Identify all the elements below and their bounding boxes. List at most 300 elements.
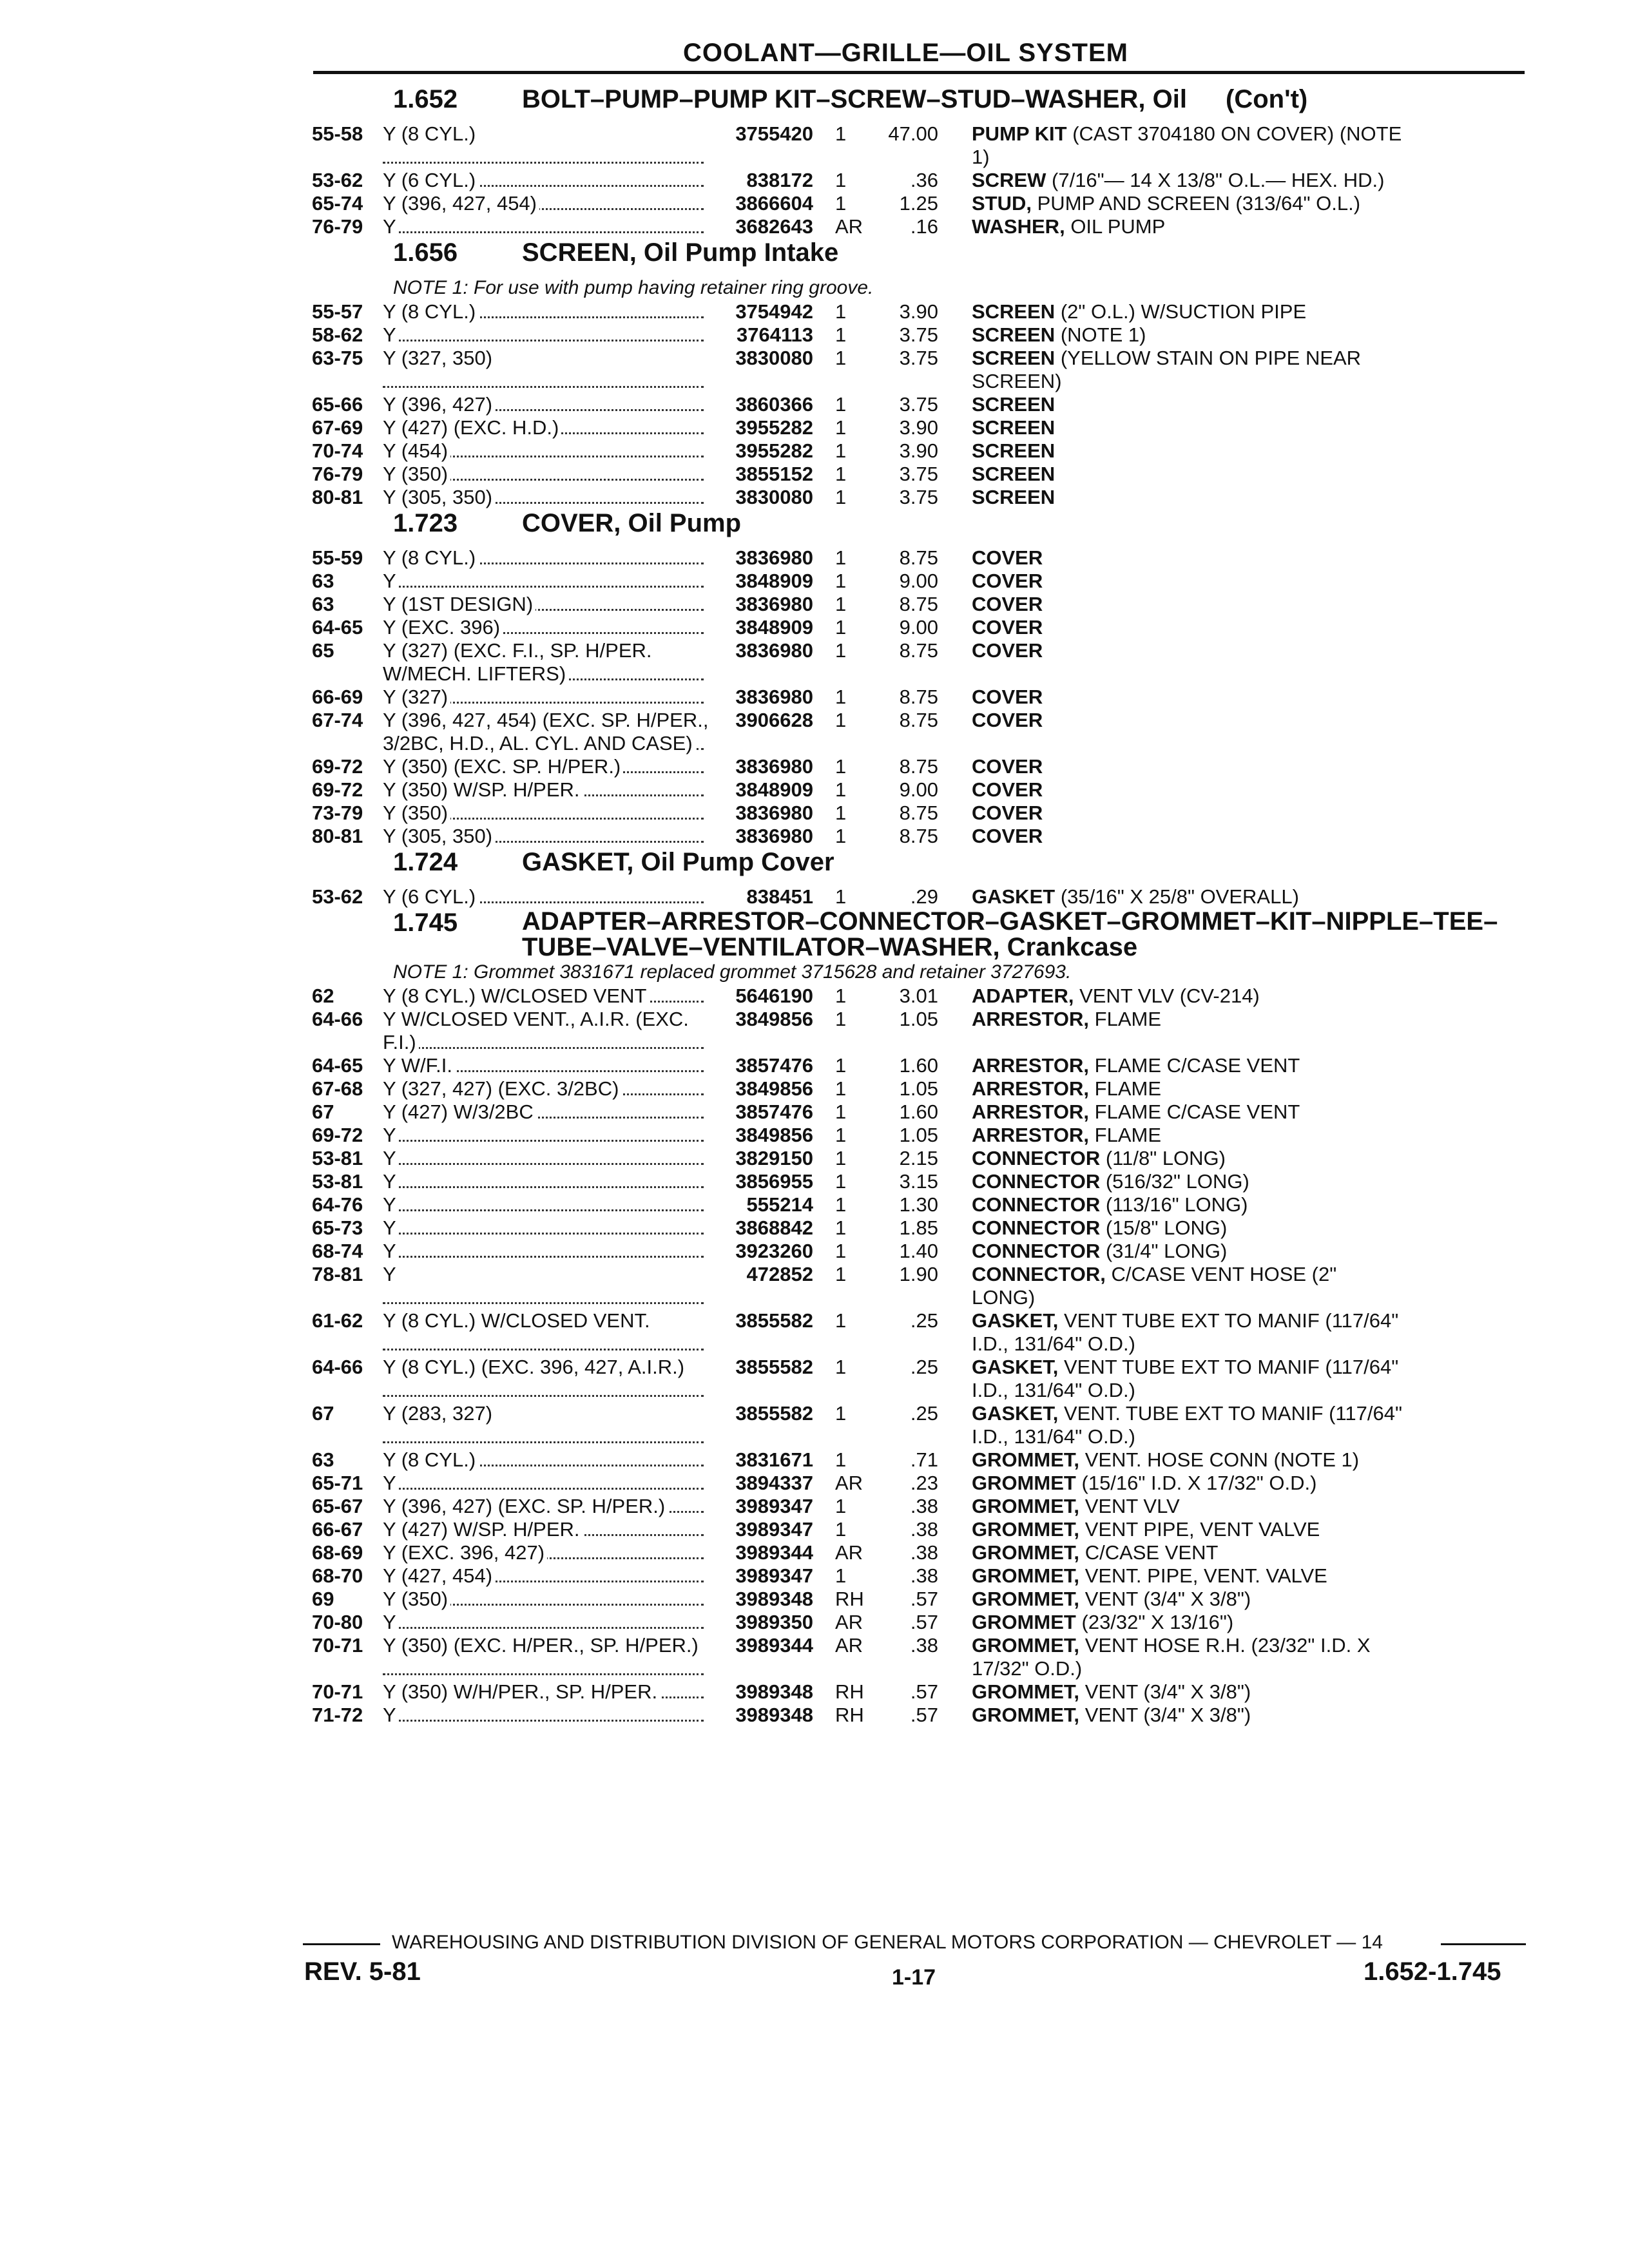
application-cell — [383, 323, 710, 347]
quantity: 1 — [835, 463, 847, 485]
application-cell — [383, 1147, 710, 1170]
quantity: 1 — [835, 347, 847, 369]
list-price: 3.90 — [899, 416, 938, 439]
list-price: 8.75 — [899, 686, 938, 708]
part-detail: FLAME — [1094, 1008, 1161, 1030]
part-detail: (516/32" LONG) — [1105, 1170, 1249, 1193]
model-years: 68-69 — [312, 1541, 363, 1564]
part-row — [312, 755, 1530, 778]
application-cell — [383, 393, 710, 416]
application-text: Y (427) W/SP. H/PER. — [383, 1518, 583, 1541]
revision-label: REV. 5-81 — [304, 1957, 421, 1986]
application-cell — [383, 1008, 710, 1054]
part-name: GROMMET, — [972, 1541, 1080, 1564]
application-text: Y (8 CYL.) — [383, 546, 478, 569]
part-number: 3836980 — [735, 639, 813, 662]
application-text: Y — [383, 1263, 399, 1285]
application-cell — [383, 1263, 710, 1309]
part-row — [312, 1541, 1530, 1564]
model-years: 67-69 — [312, 416, 363, 439]
application-text: Y (427) (EXC. H.D.) — [383, 416, 561, 439]
part-number: 3989347 — [735, 1518, 813, 1541]
part-name: COVER — [972, 686, 1043, 708]
model-years: 62 — [312, 985, 334, 1007]
part-number: 3906628 — [735, 709, 813, 731]
part-row — [312, 1147, 1530, 1170]
part-name: COVER — [972, 778, 1043, 801]
part-name: SCREEN — [972, 416, 1055, 439]
list-price: .38 — [910, 1495, 938, 1517]
application-text: Y (EXC. 396, 427) — [383, 1541, 547, 1564]
part-description — [938, 1611, 1402, 1634]
application-cell — [383, 593, 710, 616]
part-description — [938, 439, 1402, 463]
part-number: 3754942 — [735, 300, 813, 323]
application-cell — [383, 1216, 710, 1240]
model-years: 65-67 — [312, 1495, 363, 1517]
part-name: GROMMET, — [972, 1564, 1080, 1587]
list-price: 3.90 — [899, 439, 938, 462]
part-name: SCREEN — [972, 463, 1055, 485]
quantity: AR — [835, 1472, 863, 1494]
quantity: 1 — [835, 1077, 847, 1100]
part-name: ARRESTOR, — [972, 1100, 1090, 1123]
part-name: CONNECTOR — [972, 1147, 1101, 1169]
part-number: 3989347 — [735, 1495, 813, 1517]
quantity: AR — [835, 1541, 863, 1564]
part-name: CONNECTOR, — [972, 1263, 1106, 1285]
part-number: 3849856 — [735, 1077, 813, 1100]
part-row — [312, 1077, 1530, 1100]
list-price: 3.01 — [899, 985, 938, 1007]
part-description — [938, 1472, 1402, 1495]
part-description — [938, 1541, 1402, 1564]
list-price: 3.75 — [899, 393, 938, 416]
part-number: 3955282 — [735, 416, 813, 439]
list-price: 3.15 — [899, 1170, 938, 1193]
application-cell — [383, 1170, 710, 1193]
part-name: SCREEN — [972, 486, 1055, 508]
quantity: 1 — [835, 1402, 847, 1425]
application-cell — [383, 1077, 710, 1100]
part-number: 3836980 — [735, 755, 813, 778]
model-years: 65-74 — [312, 192, 363, 215]
part-description — [938, 300, 1402, 323]
part-detail: VENT (3/4" X 3/8") — [1084, 1704, 1251, 1726]
quantity: 1 — [835, 1356, 847, 1378]
part-number: 3857476 — [735, 1054, 813, 1077]
list-price: .38 — [910, 1518, 938, 1541]
part-name: ADAPTER, — [972, 985, 1074, 1007]
part-row — [312, 1402, 1530, 1448]
model-years: 66-69 — [312, 686, 363, 708]
model-years: 55-59 — [312, 546, 363, 569]
part-detail: FLAME — [1094, 1077, 1161, 1100]
part-description — [938, 1054, 1402, 1077]
part-detail: (23/32" X 13/16") — [1081, 1611, 1234, 1633]
part-detail: (31/4" LONG) — [1105, 1240, 1228, 1262]
part-row — [312, 1448, 1530, 1472]
part-description — [938, 825, 1402, 848]
part-description — [938, 778, 1402, 802]
list-price: 3.75 — [899, 463, 938, 485]
application-text: Y (6 CYL.) — [383, 885, 478, 908]
part-description — [938, 639, 1402, 686]
application-cell — [383, 778, 710, 802]
part-detail: VENT PIPE, VENT VALVE — [1084, 1518, 1320, 1541]
header-rule — [313, 71, 1525, 74]
part-name: GASKET, — [972, 1402, 1059, 1425]
section-range: 1.652-1.745 — [1364, 1957, 1501, 1986]
part-number: 3831671 — [735, 1448, 813, 1471]
model-years: 66-67 — [312, 1518, 363, 1541]
part-name: COVER — [972, 802, 1043, 824]
quantity: 1 — [835, 486, 847, 508]
part-row — [312, 1704, 1530, 1727]
section-note: NOTE 1: Grommet 3831671 replaced grommet 3715628 and retainer 3727693. — [393, 961, 1072, 983]
part-name: SCREW — [972, 169, 1046, 191]
application-text: Y (327) (EXC. F.I., SP. H/PER. W/MECH. LIFTERS) — [383, 639, 652, 685]
application-text: Y (8 CYL.) (EXC. 396, 427, A.I.R.) — [383, 1356, 687, 1378]
part-number: 3830080 — [735, 347, 813, 369]
application-text: Y (350) W/H/PER., SP. H/PER. — [383, 1680, 660, 1703]
application-text: Y — [383, 1147, 399, 1169]
application-cell — [383, 616, 710, 639]
list-price: 9.00 — [899, 616, 938, 639]
list-price: 8.75 — [899, 593, 938, 615]
part-name: GROMMET, — [972, 1588, 1080, 1610]
part-detail: FLAME C/CASE VENT — [1094, 1100, 1300, 1123]
part-row — [312, 1680, 1530, 1704]
part-description — [938, 1263, 1402, 1309]
part-number: 3836980 — [735, 686, 813, 708]
part-row — [312, 1309, 1530, 1356]
part-number: 3989350 — [735, 1611, 813, 1633]
part-name: CONNECTOR — [972, 1216, 1101, 1239]
list-price: .23 — [910, 1472, 938, 1494]
application-cell — [383, 1240, 710, 1263]
quantity: 1 — [835, 616, 847, 639]
list-price: 1.90 — [899, 1263, 938, 1285]
model-years: 63-75 — [312, 347, 363, 369]
model-years: 63 — [312, 570, 334, 592]
application-text: Y (350) W/SP. H/PER. — [383, 778, 583, 801]
part-description — [938, 885, 1402, 908]
list-price: .25 — [910, 1309, 938, 1332]
part-number: 3848909 — [735, 616, 813, 639]
part-detail: PUMP AND SCREEN (313/64" O.L.) — [1037, 192, 1361, 215]
part-row — [312, 1193, 1530, 1216]
part-name: COVER — [972, 755, 1043, 778]
application-cell — [383, 1611, 710, 1634]
part-description — [938, 1240, 1402, 1263]
part-name: GROMMET, — [972, 1518, 1080, 1541]
part-description — [938, 1008, 1402, 1054]
part-row — [312, 347, 1530, 393]
application-text: Y — [383, 1170, 399, 1193]
part-name: CONNECTOR — [972, 1170, 1101, 1193]
model-years: 69-72 — [312, 1124, 363, 1146]
model-years: 68-70 — [312, 1564, 363, 1587]
quantity: 1 — [835, 1147, 847, 1169]
section-title: SCREEN, Oil Pump Intake — [522, 238, 839, 267]
list-price: 1.30 — [899, 1193, 938, 1216]
application-text: Y (8 CYL.) — [383, 1448, 478, 1471]
application-cell — [383, 639, 710, 686]
application-text: Y — [383, 1611, 399, 1633]
part-description — [938, 169, 1402, 192]
model-years: 64-66 — [312, 1356, 363, 1378]
part-row — [312, 1356, 1530, 1402]
model-years: 53-62 — [312, 169, 363, 191]
part-description — [938, 486, 1402, 509]
part-description — [938, 985, 1402, 1008]
quantity: 1 — [835, 985, 847, 1007]
part-number: 472852 — [746, 1263, 813, 1285]
application-cell — [383, 1680, 710, 1704]
part-description — [938, 616, 1402, 639]
part-row — [312, 1100, 1530, 1124]
part-row — [312, 463, 1530, 486]
part-detail: VENT TUBE EXT TO MANIF (117/64" I.D., 131/64" O.D.) — [972, 1356, 1399, 1401]
application-text: Y (305, 350) — [383, 486, 495, 508]
part-description — [938, 593, 1402, 616]
part-row — [312, 802, 1530, 825]
part-number: 5646190 — [735, 985, 813, 1007]
application-text: Y (350) — [383, 1588, 450, 1610]
part-description — [938, 1495, 1402, 1518]
part-description — [938, 686, 1402, 709]
application-text: Y (8 CYL.) — [383, 122, 478, 145]
model-years: 78-81 — [312, 1263, 363, 1285]
list-price: 3.75 — [899, 486, 938, 508]
application-text: Y — [383, 1472, 399, 1494]
part-description — [938, 463, 1402, 486]
part-description — [938, 192, 1402, 215]
quantity: 1 — [835, 192, 847, 215]
part-name: SCREEN — [972, 323, 1055, 346]
part-row — [312, 323, 1530, 347]
application-text: Y (327) — [383, 686, 450, 708]
part-description — [938, 755, 1402, 778]
part-description — [938, 323, 1402, 347]
application-cell — [383, 1495, 710, 1518]
list-price: .38 — [910, 1541, 938, 1564]
part-name: CONNECTOR — [972, 1240, 1101, 1262]
quantity: 1 — [835, 1309, 847, 1332]
application-cell — [383, 1472, 710, 1495]
part-description — [938, 1356, 1402, 1402]
application-cell — [383, 416, 710, 439]
part-description — [938, 1147, 1402, 1170]
part-row — [312, 546, 1530, 570]
part-detail: (YELLOW STAIN ON PIPE NEAR SCREEN) — [972, 347, 1362, 392]
application-cell — [383, 546, 710, 570]
application-cell — [383, 802, 710, 825]
part-name: COVER — [972, 709, 1043, 731]
part-name: COVER — [972, 825, 1043, 847]
quantity: 1 — [835, 802, 847, 824]
part-row — [312, 300, 1530, 323]
part-number: 3989344 — [735, 1541, 813, 1564]
part-name: ARRESTOR, — [972, 1077, 1090, 1100]
part-number: 3755420 — [735, 122, 813, 145]
quantity: 1 — [835, 709, 847, 731]
quantity: RH — [835, 1588, 864, 1610]
section-title: GASKET, Oil Pump Cover — [522, 848, 834, 876]
application-cell — [383, 1402, 710, 1448]
quantity: AR — [835, 215, 863, 238]
footer-rule-left — [303, 1943, 380, 1945]
list-price: 3.75 — [899, 323, 938, 346]
quantity: AR — [835, 1634, 863, 1657]
quantity: 1 — [835, 1564, 847, 1587]
quantity: 1 — [835, 1216, 847, 1239]
section-number: 1.656 — [393, 238, 458, 267]
application-cell — [383, 1588, 710, 1611]
model-years: 64-65 — [312, 616, 363, 639]
model-years: 64-66 — [312, 1008, 363, 1030]
part-description — [938, 215, 1402, 238]
list-price: .71 — [910, 1448, 938, 1471]
application-text: Y — [383, 570, 399, 592]
part-name: GASKET, — [972, 1309, 1059, 1332]
list-price: 8.75 — [899, 639, 938, 662]
part-number: 838451 — [746, 885, 813, 908]
part-detail: VENT. PIPE, VENT. VALVE — [1084, 1564, 1327, 1587]
application-cell — [383, 755, 710, 778]
part-number: 3989348 — [735, 1588, 813, 1610]
quantity: 1 — [835, 639, 847, 662]
application-text: Y — [383, 323, 399, 346]
part-description — [938, 1448, 1402, 1472]
part-row — [312, 393, 1530, 416]
part-name: GROMMET — [972, 1472, 1076, 1494]
application-text: Y (427, 454) — [383, 1564, 495, 1587]
part-name: GROMMET, — [972, 1448, 1080, 1471]
part-number: 3830080 — [735, 486, 813, 508]
part-name: COVER — [972, 570, 1043, 592]
part-description — [938, 1193, 1402, 1216]
application-text: Y (EXC. 396) — [383, 616, 503, 639]
list-price: .25 — [910, 1356, 938, 1378]
model-years: 73-79 — [312, 802, 363, 824]
section-number: 1.745 — [393, 908, 458, 937]
part-row — [312, 885, 1530, 908]
part-row — [312, 169, 1530, 192]
part-detail: C/CASE VENT HOSE (2" LONG) — [972, 1263, 1337, 1309]
application-cell — [383, 1564, 710, 1588]
model-years: 80-81 — [312, 486, 363, 508]
application-text: Y (350) — [383, 463, 450, 485]
list-price: 1.60 — [899, 1100, 938, 1123]
application-cell — [383, 570, 710, 593]
part-row — [312, 439, 1530, 463]
application-cell — [383, 825, 710, 848]
part-name: SCREEN — [972, 300, 1055, 323]
part-detail: (CAST 3704180 ON COVER) (NOTE 1) — [972, 122, 1402, 168]
application-text: Y — [383, 1704, 399, 1726]
application-text: Y (8 CYL.) W/CLOSED VENT. — [383, 1309, 653, 1332]
application-cell — [383, 463, 710, 486]
part-name: ARRESTOR, — [972, 1054, 1090, 1077]
part-row — [312, 1634, 1530, 1680]
part-row — [312, 1495, 1530, 1518]
section-heading — [312, 238, 1530, 276]
section-number: 1.723 — [393, 509, 458, 537]
model-years: 70-71 — [312, 1634, 363, 1657]
footer-division: WAREHOUSING AND DISTRIBUTION DIVISION OF GENERAL MOTORS CORPORATION — CHEVROLET — 14 — [392, 1932, 1383, 1953]
part-number: 3849856 — [735, 1124, 813, 1146]
part-number: 3894337 — [735, 1472, 813, 1494]
application-cell — [383, 1309, 710, 1356]
quantity: 1 — [835, 300, 847, 323]
part-number: 3866604 — [735, 192, 813, 215]
part-description — [938, 1564, 1402, 1588]
model-years: 76-79 — [312, 215, 363, 238]
part-description — [938, 1704, 1402, 1727]
quantity: 1 — [835, 1054, 847, 1077]
list-price: 8.75 — [899, 709, 938, 731]
part-row — [312, 1518, 1530, 1541]
list-price: 1.60 — [899, 1054, 938, 1077]
application-text: Y — [383, 215, 399, 238]
model-years: 70-74 — [312, 439, 363, 462]
part-name: SCREEN — [972, 347, 1055, 369]
part-detail: (7/16"— 14 X 13/8" O.L.— HEX. HD.) — [1052, 169, 1385, 191]
list-price: .29 — [910, 885, 938, 908]
application-text: Y — [383, 1240, 399, 1262]
list-price: .57 — [910, 1611, 938, 1633]
part-row — [312, 486, 1530, 509]
part-name: SCREEN — [972, 393, 1055, 416]
model-years: 55-58 — [312, 122, 363, 145]
quantity: 1 — [835, 825, 847, 847]
list-price: .16 — [910, 215, 938, 238]
part-row — [312, 122, 1530, 169]
part-number: 3989347 — [735, 1564, 813, 1587]
part-description — [938, 709, 1402, 755]
part-detail: (35/16" X 25/8" OVERALL) — [1060, 885, 1299, 908]
application-text: Y — [383, 1124, 399, 1146]
part-description — [938, 570, 1402, 593]
quantity: 1 — [835, 686, 847, 708]
part-description — [938, 347, 1402, 393]
application-text: Y (396, 427, 454) — [383, 192, 539, 215]
part-row — [312, 215, 1530, 238]
quantity: 1 — [835, 393, 847, 416]
part-number: 3836980 — [735, 546, 813, 569]
model-years: 80-81 — [312, 825, 363, 847]
application-text: Y (396, 427) (EXC. SP. H/PER.) — [383, 1495, 668, 1517]
part-row — [312, 825, 1530, 848]
part-name: COVER — [972, 546, 1043, 569]
section-heading — [312, 908, 1530, 960]
part-row — [312, 570, 1530, 593]
part-detail: VENT. HOSE CONN (NOTE 1) — [1084, 1448, 1360, 1471]
part-detail: (15/8" LONG) — [1105, 1216, 1228, 1239]
model-years: 69-72 — [312, 778, 363, 801]
part-name: COVER — [972, 593, 1043, 615]
application-text: Y (327, 350) — [383, 347, 495, 369]
quantity: 1 — [835, 169, 847, 191]
application-text: Y (350) — [383, 802, 450, 824]
list-price: 9.00 — [899, 570, 938, 592]
part-row — [312, 1263, 1530, 1309]
application-text: Y (283, 327) — [383, 1402, 495, 1425]
part-number: 555214 — [746, 1193, 813, 1216]
model-years: 70-80 — [312, 1611, 363, 1633]
